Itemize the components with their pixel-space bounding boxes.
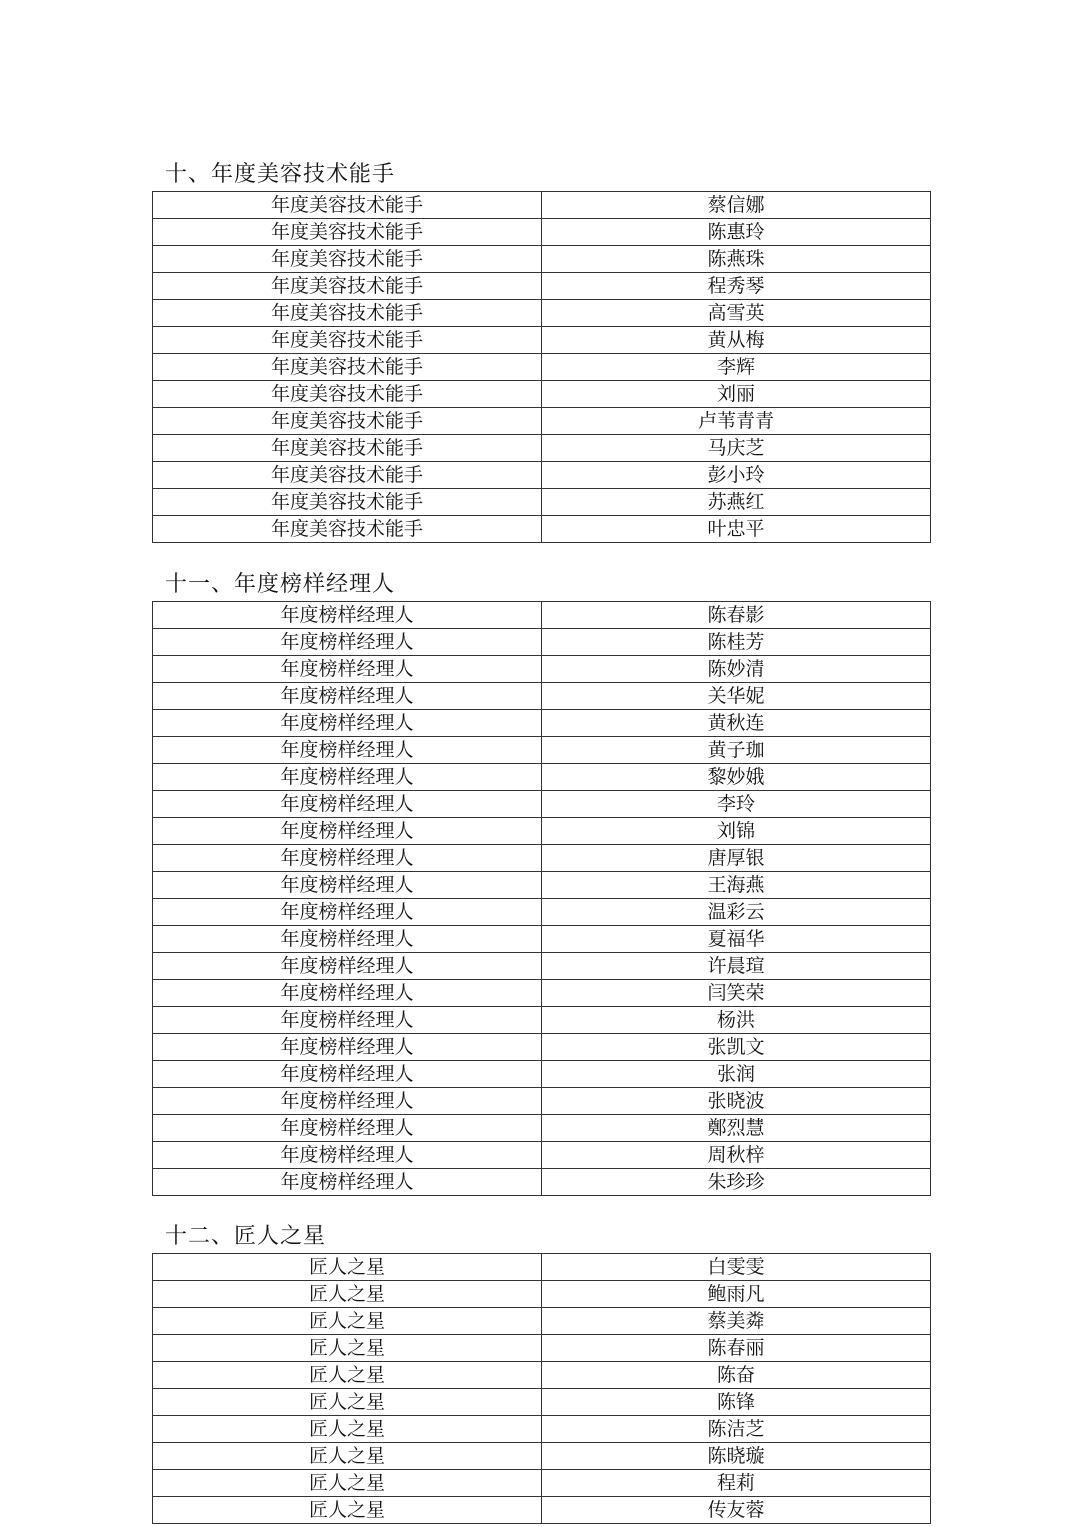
recipient-name-cell: 温彩云	[542, 899, 931, 926]
recipient-name-cell: 刘丽	[542, 381, 931, 408]
table-row	[153, 953, 931, 980]
table-row	[153, 1281, 931, 1308]
table-row	[153, 1443, 931, 1470]
table-row	[153, 462, 931, 489]
recipient-name-cell: 陈晓璇	[542, 1443, 931, 1470]
award-category-cell: 匠人之星	[153, 1362, 542, 1389]
recipient-name-cell: 传友蓉	[542, 1497, 931, 1524]
recipient-name-cell: 程秀琴	[542, 273, 931, 300]
award-category-cell: 年度美容技术能手	[153, 300, 542, 327]
recipient-name-cell: 朱珍珍	[542, 1169, 931, 1196]
recipient-name-cell: 鄭烈慧	[542, 1115, 931, 1142]
recipient-name-cell: 陈燕珠	[542, 246, 931, 273]
table-row	[153, 818, 931, 845]
award-category-cell: 年度榜样经理人	[153, 791, 542, 818]
table-row	[153, 1308, 931, 1335]
award-category-cell: 年度榜样经理人	[153, 1169, 542, 1196]
recipient-name-cell: 陈妙清	[542, 656, 931, 683]
award-category-cell: 匠人之星	[153, 1443, 542, 1470]
recipient-name-cell: 李玲	[542, 791, 931, 818]
recipient-name-cell: 张凯文	[542, 1034, 931, 1061]
table-row	[153, 192, 931, 219]
award-category-cell: 年度榜样经理人	[153, 953, 542, 980]
award-table	[152, 1253, 931, 1524]
recipient-name-cell: 黄从梅	[542, 327, 931, 354]
award-category-cell: 匠人之星	[153, 1281, 542, 1308]
table-row	[153, 1007, 931, 1034]
recipient-name-cell: 卢苇青青	[542, 408, 931, 435]
table-row	[153, 926, 931, 953]
table-row	[153, 408, 931, 435]
award-category-cell: 年度榜样经理人	[153, 737, 542, 764]
recipient-name-cell: 王海燕	[542, 872, 931, 899]
recipient-name-cell: 陈洁芝	[542, 1416, 931, 1443]
table-row	[153, 435, 931, 462]
table-row	[153, 1389, 931, 1416]
recipient-name-cell: 黄子珈	[542, 737, 931, 764]
table-row	[153, 1061, 931, 1088]
recipient-name-cell: 白雯雯	[542, 1254, 931, 1281]
award-category-cell: 年度榜样经理人	[153, 602, 542, 629]
table-row	[153, 899, 931, 926]
recipient-name-cell: 李辉	[542, 354, 931, 381]
table-row	[153, 683, 931, 710]
table-row	[153, 219, 931, 246]
table-row	[153, 1115, 931, 1142]
recipient-name-cell: 唐厚银	[542, 845, 931, 872]
recipient-name-cell: 高雪英	[542, 300, 931, 327]
award-category-cell: 年度榜样经理人	[153, 1061, 542, 1088]
recipient-name-cell: 刘锦	[542, 818, 931, 845]
award-category-cell: 匠人之星	[153, 1470, 542, 1497]
award-category-cell: 匠人之星	[153, 1335, 542, 1362]
table-row	[153, 381, 931, 408]
recipient-name-cell: 陈桂芳	[542, 629, 931, 656]
award-category-cell: 年度美容技术能手	[153, 273, 542, 300]
table-row	[153, 1335, 931, 1362]
recipient-name-cell: 马庆芝	[542, 435, 931, 462]
award-category-cell: 年度美容技术能手	[153, 354, 542, 381]
table-row	[153, 300, 931, 327]
section-title: 十、年度美容技术能手	[165, 162, 396, 187]
award-category-cell: 年度榜样经理人	[153, 1142, 542, 1169]
recipient-name-cell: 夏福华	[542, 926, 931, 953]
award-category-cell: 年度榜样经理人	[153, 656, 542, 683]
award-category-cell: 年度美容技术能手	[153, 408, 542, 435]
table-row	[153, 1034, 931, 1061]
recipient-name-cell: 陈春丽	[542, 1335, 931, 1362]
recipient-name-cell: 杨洪	[542, 1007, 931, 1034]
award-table	[152, 601, 931, 1196]
recipient-name-cell: 彭小玲	[542, 462, 931, 489]
award-category-cell: 匠人之星	[153, 1308, 542, 1335]
recipient-name-cell: 苏燕红	[542, 489, 931, 516]
award-category-cell: 年度榜样经理人	[153, 1115, 542, 1142]
award-category-cell: 年度榜样经理人	[153, 1007, 542, 1034]
award-category-cell: 年度榜样经理人	[153, 683, 542, 710]
award-category-cell: 年度榜样经理人	[153, 818, 542, 845]
recipient-name-cell: 蔡信娜	[542, 192, 931, 219]
award-category-cell: 年度榜样经理人	[153, 1034, 542, 1061]
award-category-cell: 匠人之星	[153, 1416, 542, 1443]
section-title: 十二、匠人之星	[165, 1224, 327, 1249]
table-row	[153, 273, 931, 300]
award-category-cell: 年度榜样经理人	[153, 710, 542, 737]
table-row	[153, 710, 931, 737]
award-category-cell: 年度美容技术能手	[153, 381, 542, 408]
table-row	[153, 737, 931, 764]
recipient-name-cell: 黄秋连	[542, 710, 931, 737]
recipient-name-cell: 黎妙娥	[542, 764, 931, 791]
recipient-name-cell: 陈奋	[542, 1362, 931, 1389]
section-title: 十一、年度榜样经理人	[165, 572, 396, 597]
table-row	[153, 656, 931, 683]
recipient-name-cell: 叶忠平	[542, 516, 931, 543]
award-category-cell: 年度榜样经理人	[153, 872, 542, 899]
recipient-name-cell: 张晓波	[542, 1088, 931, 1115]
table-row	[153, 1470, 931, 1497]
award-category-cell: 年度美容技术能手	[153, 219, 542, 246]
award-category-cell: 年度美容技术能手	[153, 516, 542, 543]
table-row	[153, 629, 931, 656]
recipient-name-cell: 周秋梓	[542, 1142, 931, 1169]
table-row	[153, 1416, 931, 1443]
table-row	[153, 1254, 931, 1281]
recipient-name-cell: 陈锋	[542, 1389, 931, 1416]
award-category-cell: 年度榜样经理人	[153, 764, 542, 791]
award-category-cell: 年度美容技术能手	[153, 462, 542, 489]
table-row	[153, 980, 931, 1007]
table-row	[153, 1142, 931, 1169]
table-row	[153, 1169, 931, 1196]
table-row	[153, 1362, 931, 1389]
award-category-cell: 年度榜样经理人	[153, 980, 542, 1007]
award-category-cell: 年度美容技术能手	[153, 192, 542, 219]
award-category-cell: 匠人之星	[153, 1254, 542, 1281]
table-row	[153, 246, 931, 273]
award-category-cell: 年度美容技术能手	[153, 435, 542, 462]
award-category-cell: 年度榜样经理人	[153, 629, 542, 656]
award-category-cell: 年度美容技术能手	[153, 327, 542, 354]
table-row	[153, 791, 931, 818]
table-row	[153, 764, 931, 791]
award-table	[152, 191, 931, 543]
award-category-cell: 年度榜样经理人	[153, 899, 542, 926]
recipient-name-cell: 许晨瑄	[542, 953, 931, 980]
recipient-name-cell: 陈春影	[542, 602, 931, 629]
award-category-cell: 年度美容技术能手	[153, 489, 542, 516]
recipient-name-cell: 张润	[542, 1061, 931, 1088]
recipient-name-cell: 鲍雨凡	[542, 1281, 931, 1308]
table-row	[153, 354, 931, 381]
table-row	[153, 327, 931, 354]
award-category-cell: 年度榜样经理人	[153, 926, 542, 953]
recipient-name-cell: 关华妮	[542, 683, 931, 710]
table-row	[153, 489, 931, 516]
award-category-cell: 匠人之星	[153, 1497, 542, 1524]
table-row	[153, 1088, 931, 1115]
table-row	[153, 602, 931, 629]
recipient-name-cell: 程莉	[542, 1470, 931, 1497]
award-category-cell: 匠人之星	[153, 1389, 542, 1416]
table-row	[153, 1497, 931, 1524]
award-category-cell: 年度美容技术能手	[153, 246, 542, 273]
table-row	[153, 872, 931, 899]
award-category-cell: 年度榜样经理人	[153, 845, 542, 872]
award-category-cell: 年度榜样经理人	[153, 1088, 542, 1115]
recipient-name-cell: 蔡美粦	[542, 1308, 931, 1335]
table-row	[153, 516, 931, 543]
recipient-name-cell: 陈惠玲	[542, 219, 931, 246]
table-row	[153, 845, 931, 872]
recipient-name-cell: 闫笑荣	[542, 980, 931, 1007]
